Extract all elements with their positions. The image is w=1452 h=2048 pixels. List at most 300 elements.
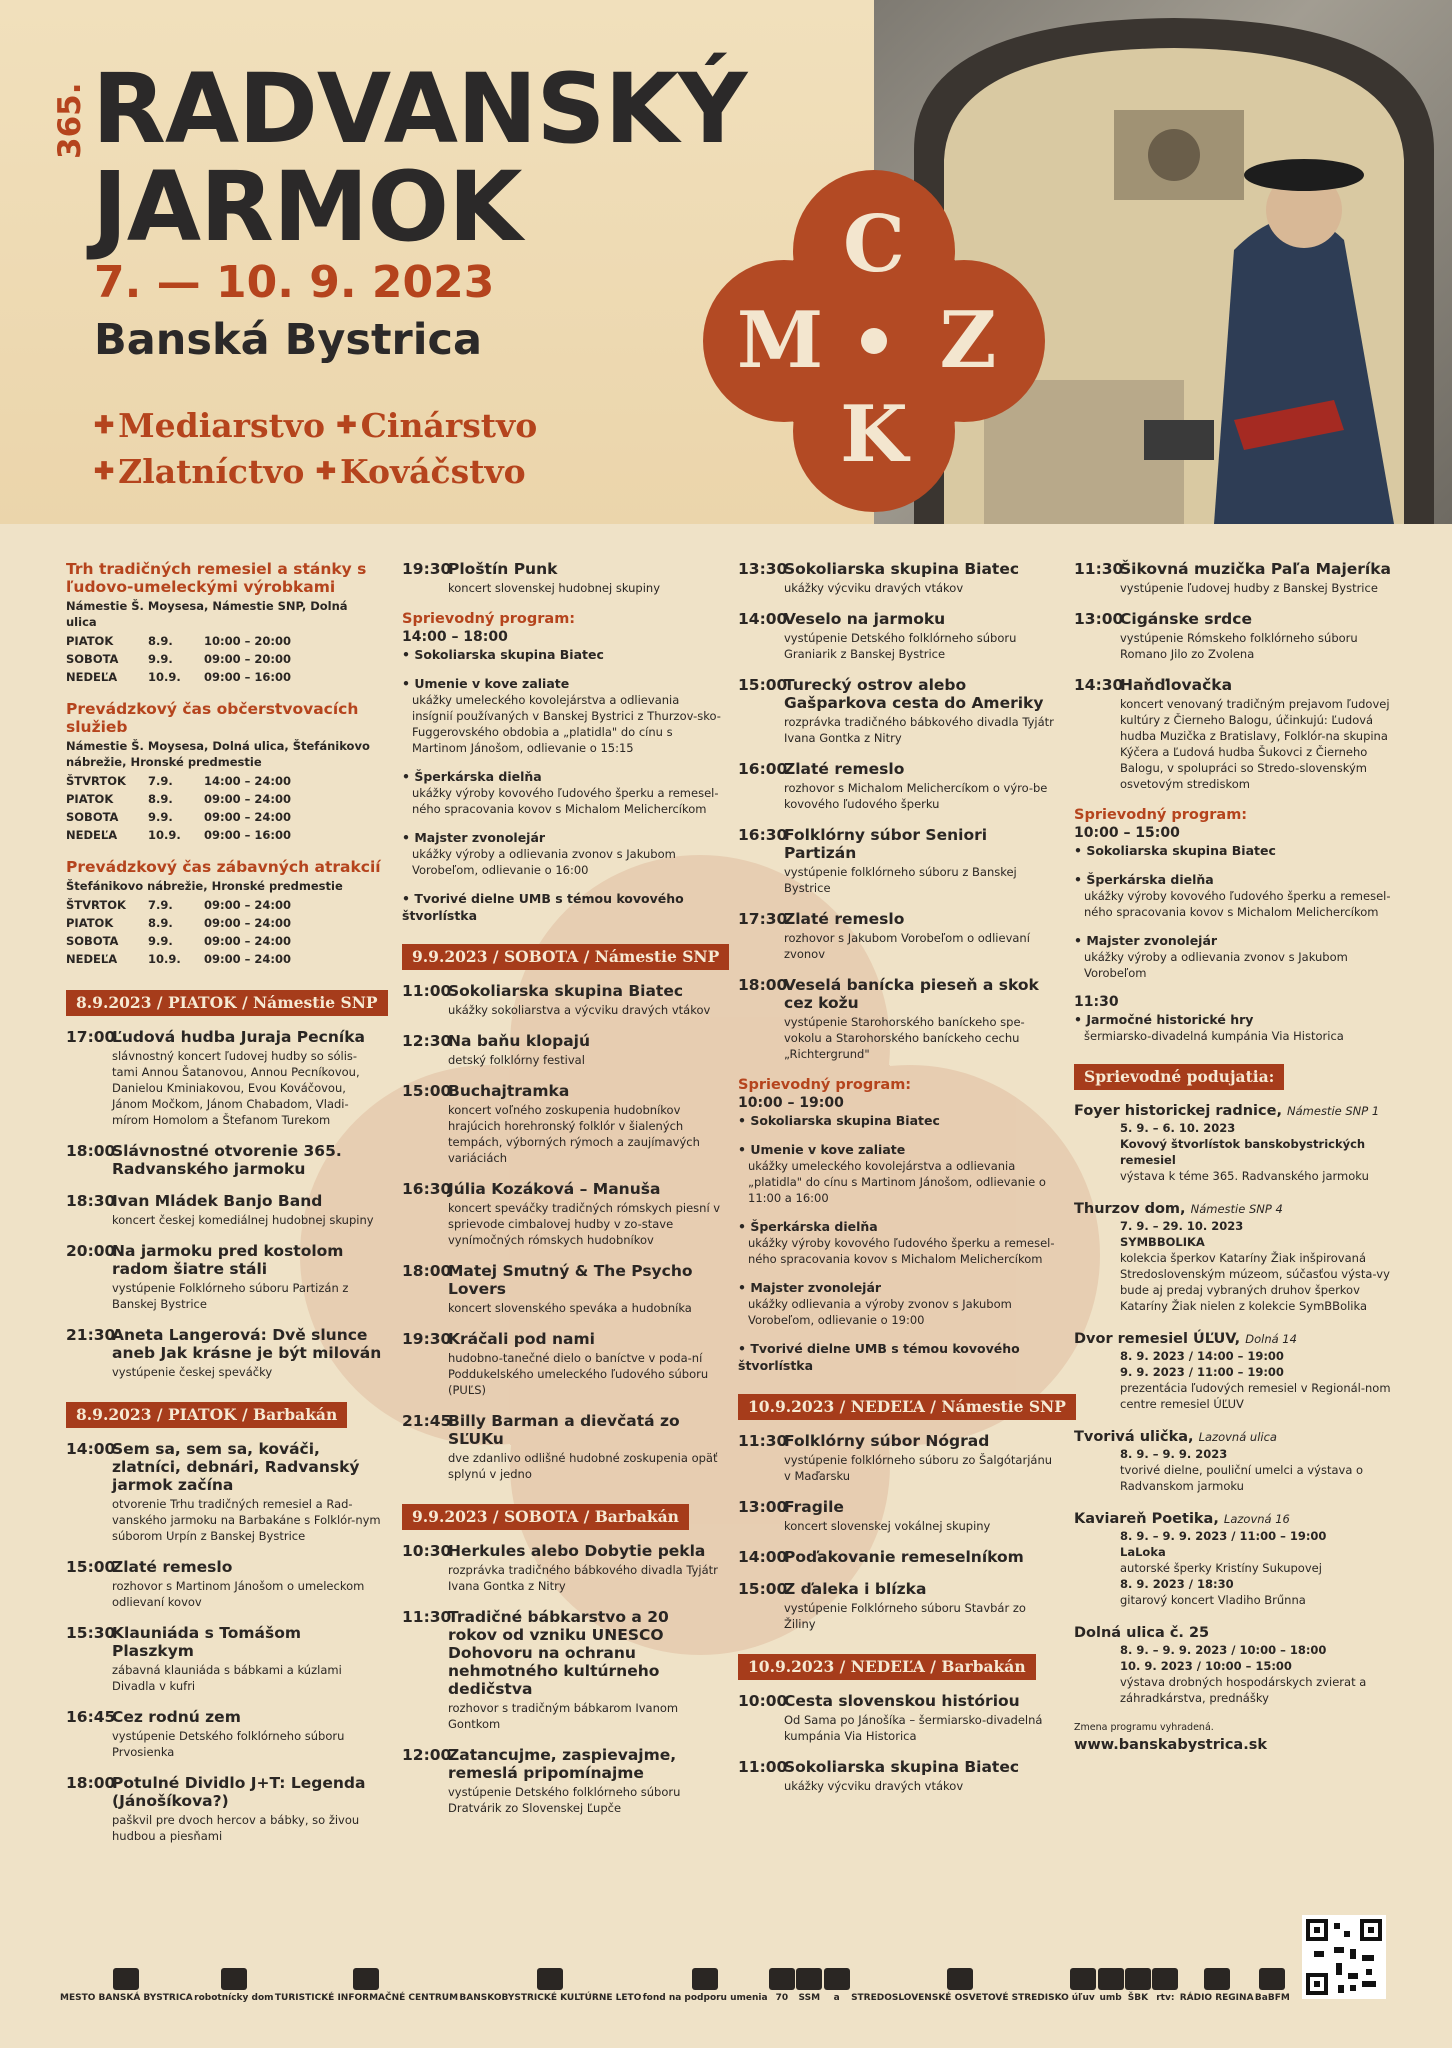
event-body (784, 760, 1060, 812)
event-item (66, 1142, 382, 1178)
program-item (1074, 871, 1392, 920)
event-time: 18:30 (66, 1192, 116, 1210)
side-event-lines (1074, 1528, 1392, 1608)
event-desc: vystúpenie folklórneho súboru z Banskej Bystrice (784, 865, 1017, 895)
cmzk-logo (703, 170, 1045, 512)
side-event-line: kolekcia šperkov Kataríny Žiak inšpirovaná Stredoslovenským múzeom, súčasťou výsta-vy bude aj predaj vybraných druhov šperkov Kataríny Žiak nielen z kolekcie SymBBolika (1120, 1251, 1390, 1313)
hours-day: SOBOTA (66, 934, 119, 948)
late-program-item (1074, 1011, 1392, 1044)
side-event-title (1074, 1200, 1392, 1218)
logo-letter-k: K (840, 389, 908, 480)
event-name: Sokoliarska skupina Biatec (448, 982, 684, 1000)
event-body (784, 676, 1060, 746)
sponsor-logo-icon (1070, 1968, 1096, 1990)
hours-day: ŠTVRTOK (66, 774, 126, 788)
opening-hours (66, 560, 382, 968)
sponsor-logo-label: MESTO BANSKÁ BYSTRICA (60, 1992, 193, 2003)
program-item-name: • Jarmočné historické hry (1074, 1012, 1254, 1027)
side-event-place: Lazovná 16 (1223, 1512, 1290, 1526)
program-item (738, 1112, 1060, 1129)
program-item (738, 1218, 1060, 1267)
event-desc: vystúpenie českej speváčky (112, 1365, 273, 1379)
hours-heading: Prevádzkový čas zábavných atrakcií (66, 858, 381, 876)
event-item (402, 982, 722, 1018)
side-event-venue: Thurzov dom, (1074, 1201, 1186, 1217)
hours-time: 09:00 – 16:00 (204, 670, 291, 684)
qr-code-icon (1306, 1919, 1382, 1995)
event-body (112, 1708, 382, 1760)
event-name: Haňďlovačka (1120, 676, 1233, 694)
hours-day: NEDEĽA (66, 952, 118, 966)
event-list (738, 1432, 1060, 1632)
sponsor-logo-label: SSM (798, 1992, 821, 2003)
event-time: 11:30 (738, 1432, 788, 1450)
sponsor-logo-icon (221, 1968, 247, 1990)
day-band: 10.9.2023 / NEDEĽA / Námestie SNP (738, 1394, 1076, 1420)
event-list (1074, 560, 1392, 792)
event-time: 10:00 (738, 1692, 788, 1710)
website-link[interactable]: www.banskabystrica.sk (1074, 1737, 1267, 1753)
side-event (1074, 1200, 1392, 1314)
event-item (402, 1262, 722, 1316)
event-time: 14:00 (66, 1440, 116, 1458)
hours-day: PIATOK (66, 634, 114, 648)
hours-time: 09:00 – 24:00 (204, 898, 291, 912)
day-band: 9.9.2023 / SOBOTA / Námestie SNP (402, 944, 729, 970)
side-event (1074, 1428, 1392, 1494)
event-list (66, 1028, 382, 1380)
sponsor-logo-icon (824, 1968, 850, 1990)
side-event-venue: Kaviareň Poetika, (1074, 1511, 1219, 1527)
sponsor-logo (459, 1968, 641, 2003)
event-name: Ľudová hudba Juraja Pecníka (112, 1028, 365, 1046)
hours-row (66, 914, 291, 932)
side-event-lines (1074, 1218, 1392, 1314)
event-item (66, 1624, 382, 1694)
late-program-time: 11:30 (1074, 994, 1119, 1010)
program-item-name: • Umenie v kove zaliate (402, 676, 570, 691)
day-band: 8.9.2023 / PIATOK / Barbakán (66, 1402, 347, 1428)
event-name: Folklórny súbor Nógrad (784, 1432, 990, 1450)
side-event (1074, 1624, 1392, 1706)
sponsor-logo-label: fond na podporu umenia (642, 1992, 768, 2003)
sponsor-logo (796, 1968, 822, 2003)
program-item-name: • Sokoliarska skupina Biatec (1074, 843, 1276, 858)
sponsor-logo (1255, 1968, 1290, 2003)
sponsor-logo-label: TURISTICKÉ INFORMAČNÉ CENTRUM (274, 1992, 459, 2003)
sponsor-logo-label: STREDOSLOVENSKÉ OSVETOVÉ STREDISKO (851, 1992, 1069, 2003)
event-body (784, 826, 1060, 896)
event-desc: koncert slovenskej hudobnej skupiny (448, 581, 661, 595)
program-item-desc: ukážky výroby kovového ľudového šperku a remesel-ného spracovania kovov s Michalom Melichercíkom (412, 786, 719, 816)
event-item (66, 1440, 382, 1544)
event-item (66, 1774, 382, 1844)
program-item-name: • Tvorivé dielne UMB s témou kovového štvorlístka (738, 1341, 1020, 1373)
sponsor-logo-icon (537, 1968, 563, 1990)
program-item-name: • Sokoliarska skupina Biatec (738, 1113, 940, 1128)
cross-icon: ✚ (94, 410, 115, 439)
event-desc: vystúpenie folklórneho súboru zo Šalgótarjánu v Maďarsku (784, 1453, 1053, 1483)
event-time: 19:30 (402, 1330, 452, 1348)
logo-letter-m: M (736, 295, 824, 386)
event-time: 11:00 (738, 1758, 788, 1776)
side-event-title (1074, 1510, 1392, 1528)
event-desc: vystúpenie Detského folklórneho súboru Dratvárik zo Slovenskej Ľupče (448, 1785, 681, 1815)
event-name: Sokoliarska skupina Biatec (784, 1758, 1020, 1776)
side-event-line: 7. 9. – 29. 10. 2023 (1120, 1219, 1244, 1233)
side-event-line: výstava k téme 365. Radvanského jarmoku (1120, 1169, 1369, 1183)
side-event-line: 8. 9. 2023 / 18:30 (1120, 1577, 1234, 1591)
column-4 (1074, 560, 1392, 1753)
logo-letter-z: Z (939, 295, 997, 386)
event-body (784, 976, 1060, 1062)
event-item (738, 910, 1060, 962)
event-body (784, 910, 1060, 962)
logo-dot (861, 328, 887, 354)
event-time: 14:00 (738, 1548, 788, 1566)
program-item-desc: ukážky výroby a odlievania zvonov s Jakubom Vorobeľom, odlievanie o 16:00 (412, 847, 676, 877)
sponsor-logo-icon (692, 1968, 718, 1990)
event-name: Na baňu klopajú (448, 1032, 591, 1050)
event-desc: vystúpenie Detského folklórneho súboru Prvosienka (112, 1729, 345, 1759)
program-item-name: • Sokoliarska skupina Biatec (402, 647, 604, 662)
title-line-1: RADVANSKÝ (92, 53, 747, 165)
event-desc: ukážky výcviku dravých vtákov (784, 1779, 964, 1793)
sponsor-logo-label: a (833, 1992, 840, 2003)
event-dates: 7. — 10. 9. 2023 (94, 257, 495, 308)
program-item-desc: ukážky výroby a odlievania zvonov s Jakubom Vorobeľom (1084, 950, 1348, 980)
side-event-lines (1074, 1348, 1392, 1412)
event-desc: otvorenie Trhu tradičných remesiel a Rad-vanského jarmoku na Barbakáne s Folklór-nym súborom Urpín z Banskej Bystrice (112, 1497, 381, 1543)
event-name: Billy Barman a dievčatá zo SĽUKu (448, 1412, 680, 1448)
column-3 (738, 560, 1066, 1808)
sponsor-logo-icon (1152, 1968, 1178, 1990)
hours-time: 09:00 – 24:00 (204, 952, 291, 966)
sponsor-logo-label: úľuv (1071, 1992, 1095, 2003)
side-event-lines (1074, 1120, 1392, 1184)
hours-row (66, 772, 291, 790)
event-time: 14:30 (1074, 676, 1124, 694)
event-name: Zatancujme, zaspievajme, remeslá pripomínajme (448, 1746, 677, 1782)
event-item (402, 1542, 722, 1594)
side-event-title (1074, 1428, 1392, 1446)
event-list (402, 560, 722, 596)
side-event-line: LaLoka (1120, 1545, 1166, 1559)
hours-date: 9.9. (148, 934, 173, 948)
side-event-line: SYMBBOLIKA (1120, 1235, 1205, 1249)
side-event-line: 8. 9. – 9. 9. 2023 / 10:00 – 18:00 (1120, 1643, 1327, 1657)
program-heading: Sprievodný program: (402, 611, 576, 627)
hours-date: 10.9. (148, 670, 181, 684)
event-time: 21:45 (402, 1412, 452, 1430)
event-item (738, 676, 1060, 746)
hours-places: Námestie Š. Moysesa, Dolná ulica, Štefánikovo nábrežie, Hronské predmestie (66, 739, 370, 769)
side-event (1074, 1510, 1392, 1608)
program-item-desc: ukážky odlievania a výroby zvonov s Jakubom Vorobeľom, odlievanie o 19:00 (748, 1297, 1012, 1327)
event-body (448, 1330, 722, 1398)
program-item (402, 890, 722, 924)
event-time: 18:00 (66, 1142, 116, 1160)
event-name: Poďakovanie remeselníkom (784, 1548, 1024, 1566)
day-band: 10.9.2023 / NEDEĽA / Barbakán (738, 1654, 1036, 1680)
event-desc: rozhovor s tradičným bábkarom Ivanom Gontkom (448, 1701, 679, 1731)
sponsor-logo-label: BANSKOBYSTRICKÉ KULTÚRNE LETO (459, 1992, 642, 2003)
hours-day: NEDEĽA (66, 828, 118, 842)
event-desc: rozprávka tradičného bábkového divadla Tyjátr Ivana Gontka z Nitry (784, 715, 1054, 745)
event-time: 14:00 (738, 610, 788, 628)
side-event-place: Dolná 14 (1245, 1332, 1297, 1346)
event-item (738, 976, 1060, 1062)
event-desc: zábavná klauniáda s bábkami a kúzlami Divadla v kufri (112, 1663, 342, 1693)
program-item-name: • Šperkárska dielňa (738, 1219, 878, 1234)
event-time: 12:00 (402, 1746, 452, 1764)
side-events-band: Sprievodné podujatia: (1074, 1064, 1284, 1090)
event-desc: koncert slovenského speváka a hudobníka (448, 1301, 692, 1315)
hours-date: 8.9. (148, 792, 173, 806)
event-item (402, 1746, 722, 1816)
hours-row (66, 896, 291, 914)
side-event-line: Kovový štvorlístok banskobystrických remesiel (1120, 1137, 1366, 1167)
program-item (402, 829, 722, 878)
event-desc: rozhovor s Martinom Jánošom o umeleckom odlievaní kovov (112, 1579, 365, 1609)
program-item-name: • Tvorivé dielne UMB s témou kovového štvorlístka (402, 891, 684, 923)
event-time: 15:00 (402, 1082, 452, 1100)
event-body (112, 1774, 382, 1844)
event-name: Veselo na jarmoku (784, 610, 946, 628)
hours-date: 7.9. (148, 898, 173, 912)
hours-table (66, 632, 291, 686)
event-desc: vystúpenie Starohorského baníckeho spe-vokolu a Starohorského baníckeho cechu „Richtergrund" (784, 1015, 1025, 1061)
hours-places: Námestie Š. Moysesa, Námestie SNP, Dolná ulica (66, 599, 348, 629)
event-item (402, 1412, 722, 1482)
event-list (402, 982, 722, 1482)
event-name: Sem sa, sem sa, kováči, zlatníci, debnári, Radvanský jarmok začína (112, 1440, 360, 1494)
craft-3: Zlatníctvo (118, 452, 305, 491)
title-line-2: JARMOK (92, 151, 522, 263)
event-time: 15:00 (66, 1558, 116, 1576)
side-event-line: prezentácia ľudových remesiel v Regionál-nom centre remesiel ÚĽUV (1120, 1381, 1391, 1411)
hours-heading: Trh tradičných remesiel a stánky s ľudovo-umeleckými výrobkami (66, 560, 367, 596)
event-desc: koncert voľného zoskupenia hudobníkov hrajúcich horehronský folklór v šialených tempách, výborných rýmoch a zaujímavých variáciách (448, 1103, 700, 1165)
event-time: 10:30 (402, 1542, 452, 1560)
program-item (402, 675, 722, 756)
program-change-note: Zmena programu vyhradená. (1074, 1722, 1214, 1733)
event-name: Ivan Mládek Banjo Band (112, 1192, 323, 1210)
hours-table (66, 772, 291, 844)
event-list (402, 1542, 722, 1816)
event-time: 21:30 (66, 1326, 116, 1344)
event-item (402, 1082, 722, 1166)
event-body (784, 1758, 1060, 1794)
event-time: 11:30 (1074, 560, 1124, 578)
program-item-desc: ukážky výroby kovového ľudového šperku a remesel-ného spracovania kovov s Michalom Melichercíkom (748, 1236, 1055, 1266)
side-event-title (1074, 1330, 1392, 1348)
program-item-name: • Šperkárska dielňa (1074, 872, 1214, 887)
program-item-name: • Šperkárska dielňa (402, 769, 542, 784)
side-event-line: 9. 9. 2023 / 11:00 – 19:00 (1120, 1365, 1284, 1379)
event-name: Sokoliarska skupina Biatec (784, 560, 1020, 578)
hours-day: PIATOK (66, 916, 114, 930)
event-time: 13:30 (738, 560, 788, 578)
craft-4: Kováčstvo (340, 452, 526, 491)
hours-day: ŠTVRTOK (66, 898, 126, 912)
event-body (112, 1028, 382, 1128)
sponsor-logo (1125, 1968, 1151, 2003)
side-event-line: 8. 9. – 9. 9. 2023 / 11:00 – 19:00 (1120, 1529, 1327, 1543)
event-desc: detský folklórny festival (448, 1053, 585, 1067)
event-time: 12:30 (402, 1032, 452, 1050)
event-body (1120, 560, 1392, 596)
event-item (738, 560, 1060, 596)
program-item-name: • Majster zvonolejár (1074, 933, 1218, 948)
event-desc: Od Sama po Jánošíka – šermiarsko-divadelná kumpánia Via Historica (784, 1713, 1043, 1743)
event-time: 17:30 (738, 910, 788, 928)
event-name: Cez rodnú zem (112, 1708, 241, 1726)
craft-2: Cinárstvo (360, 406, 538, 445)
event-name: Z ďaleka i blízka (784, 1580, 927, 1598)
event-time: 15:30 (66, 1624, 116, 1642)
event-body (784, 560, 1060, 596)
event-item (66, 1558, 382, 1610)
hours-date: 9.9. (148, 810, 173, 824)
event-list (66, 1440, 382, 1844)
event-name: Kráčali pod nami (448, 1330, 595, 1348)
column-2 (402, 560, 722, 1830)
event-time: 16:45 (66, 1708, 116, 1726)
hours-day: SOBOTA (66, 652, 119, 666)
program-item (1074, 842, 1392, 859)
event-time: 16:00 (738, 760, 788, 778)
event-name: Júlia Kozáková – Manuša (448, 1180, 661, 1198)
sponsor-logo-icon (1204, 1968, 1230, 1990)
hours-time: 14:00 – 24:00 (204, 774, 291, 788)
event-city: Banská Bystrica (94, 315, 482, 365)
side-events-list (1074, 1102, 1392, 1706)
qr-code[interactable] (1302, 1915, 1386, 1999)
event-name: Cigánske srdce (1120, 610, 1252, 628)
hours-time: 09:00 – 24:00 (204, 934, 291, 948)
side-event-place: Lazovná ulica (1198, 1430, 1277, 1444)
side-event-venue: Dvor remesiel ÚĽUV, (1074, 1331, 1241, 1347)
event-desc: vystúpenie Detského folklórneho súboru Graniarik z Banskej Bystrice (784, 631, 1017, 661)
event-body (448, 1746, 722, 1816)
event-body (448, 1542, 722, 1594)
sponsor-logo-label: rtv: (1156, 1992, 1175, 2003)
sponsor-logo-icon (1259, 1968, 1285, 1990)
event-name: Buchajtramka (448, 1082, 570, 1100)
sponsor-logo (824, 1968, 850, 2003)
event-item (738, 1758, 1060, 1794)
sponsor-logo-icon (796, 1968, 822, 1990)
event-item (738, 1692, 1060, 1744)
event-item (66, 1242, 382, 1312)
event-desc: koncert speváčky tradičných rómskych piesní v sprievode cimbalovej hudby v zo-stave vynímočných rómskych hudobníkov (448, 1201, 721, 1247)
side-event-line: autorské šperky Kristíny Sukupovej (1120, 1561, 1322, 1575)
event-item (738, 610, 1060, 662)
event-name: Aneta Langerová: Dvě slunce aneb Jak krásne je být milován (112, 1326, 382, 1362)
hours-date: 9.9. (148, 652, 173, 666)
event-body (112, 1326, 382, 1380)
program-item-desc: ukážky umeleckého kovolejárstva a odlievania „platidla" do cínu s Martinom Jánošom, odlievanie o 11:00 a 16:00 (748, 1159, 1046, 1205)
hours-time: 10:00 – 20:00 (204, 634, 291, 648)
event-body (784, 1548, 1060, 1566)
event-body (448, 1262, 722, 1316)
program-list (738, 1112, 1060, 1374)
column-1 (66, 560, 382, 1858)
event-desc: ukážky sokoliarstva a výcviku dravých vtákov (448, 1003, 711, 1017)
side-event (1074, 1102, 1392, 1184)
program-heading: Sprievodný program: (1074, 807, 1248, 823)
day-band: 8.9.2023 / PIATOK / Námestie SNP (66, 990, 388, 1016)
program-list (1074, 842, 1392, 981)
event-name: Tradičné bábkarstvo a 20 rokov od vzniku UNESCO Dohovoru na ochranu nehmotného kultúrneho dedičstva (448, 1608, 669, 1698)
event-desc: vystúpenie Folklórneho súboru Stavbár zo Žiliny (784, 1601, 1026, 1631)
event-body (784, 1432, 1060, 1484)
event-desc: vystúpenie Rómskeho folklórneho súboru Romano Jilo zo Zvolena (1120, 631, 1358, 661)
sponsor-logo-icon (353, 1968, 379, 1990)
program-item (738, 1141, 1060, 1206)
side-event-title (1074, 1624, 1392, 1642)
hours-date: 10.9. (148, 952, 181, 966)
day-band: 9.9.2023 / SOBOTA / Barbakán (402, 1504, 689, 1530)
hours-row (66, 932, 291, 950)
event-name: Zlaté remeslo (784, 910, 905, 928)
program-item (738, 1340, 1060, 1374)
event-time: 18:00 (402, 1262, 452, 1280)
event-item (1074, 560, 1392, 596)
side-event-venue: Tvorivá ulička, (1074, 1429, 1194, 1445)
program-list (402, 646, 722, 924)
hours-row (66, 668, 291, 686)
sponsor-logo-label: 70 (775, 1992, 789, 2003)
event-body (112, 1558, 382, 1610)
event-body (448, 982, 722, 1018)
hours-time: 09:00 – 20:00 (204, 652, 291, 666)
event-body (1120, 610, 1392, 662)
event-body (784, 1498, 1060, 1534)
event-time: 13:00 (738, 1498, 788, 1516)
side-event-venue: Foyer historickej radnice, (1074, 1103, 1282, 1119)
event-time: 18:00 (738, 976, 788, 994)
edition-number: 365. (52, 82, 88, 160)
event-desc: rozhovor s Jakubom Vorobeľom o odlievaní zvonov (784, 931, 1030, 961)
event-list (738, 560, 1060, 1062)
side-event-place: Námestie SNP 1 (1287, 1104, 1380, 1118)
event-body (784, 610, 1060, 662)
event-item (402, 1330, 722, 1398)
sponsor-logo (769, 1968, 795, 2003)
side-event-lines (1074, 1446, 1392, 1494)
program-item-desc: šermiarsko-divadelná kumpánia Via Historica (1084, 1029, 1344, 1043)
hours-places: Štefánikovo nábrežie, Hronské predmestie (66, 879, 343, 893)
event-body (448, 560, 722, 596)
event-item (66, 1326, 382, 1380)
event-item (402, 1032, 722, 1068)
sponsor-logo (194, 1968, 273, 2003)
event-name: Klauniáda s Tomášom Plaszkym (112, 1624, 301, 1660)
event-name: Herkules alebo Dobytie pekla (448, 1542, 706, 1560)
program-time: 10:00 – 19:00 (738, 1095, 844, 1111)
event-desc: koncert českej komediálnej hudobnej skupiny (112, 1213, 374, 1227)
program-time: 10:00 – 15:00 (1074, 825, 1180, 841)
hours-time: 09:00 – 16:00 (204, 828, 291, 842)
sponsor-logo (1180, 1968, 1254, 2003)
sponsor-logo-label: robotnícky dom (194, 1992, 274, 2003)
hours-date: 10.9. (148, 828, 181, 842)
program-item-name: • Majster zvonolejár (402, 830, 546, 845)
sponsor-logo (1152, 1968, 1178, 2003)
event-name: Ploštín Punk (448, 560, 558, 578)
